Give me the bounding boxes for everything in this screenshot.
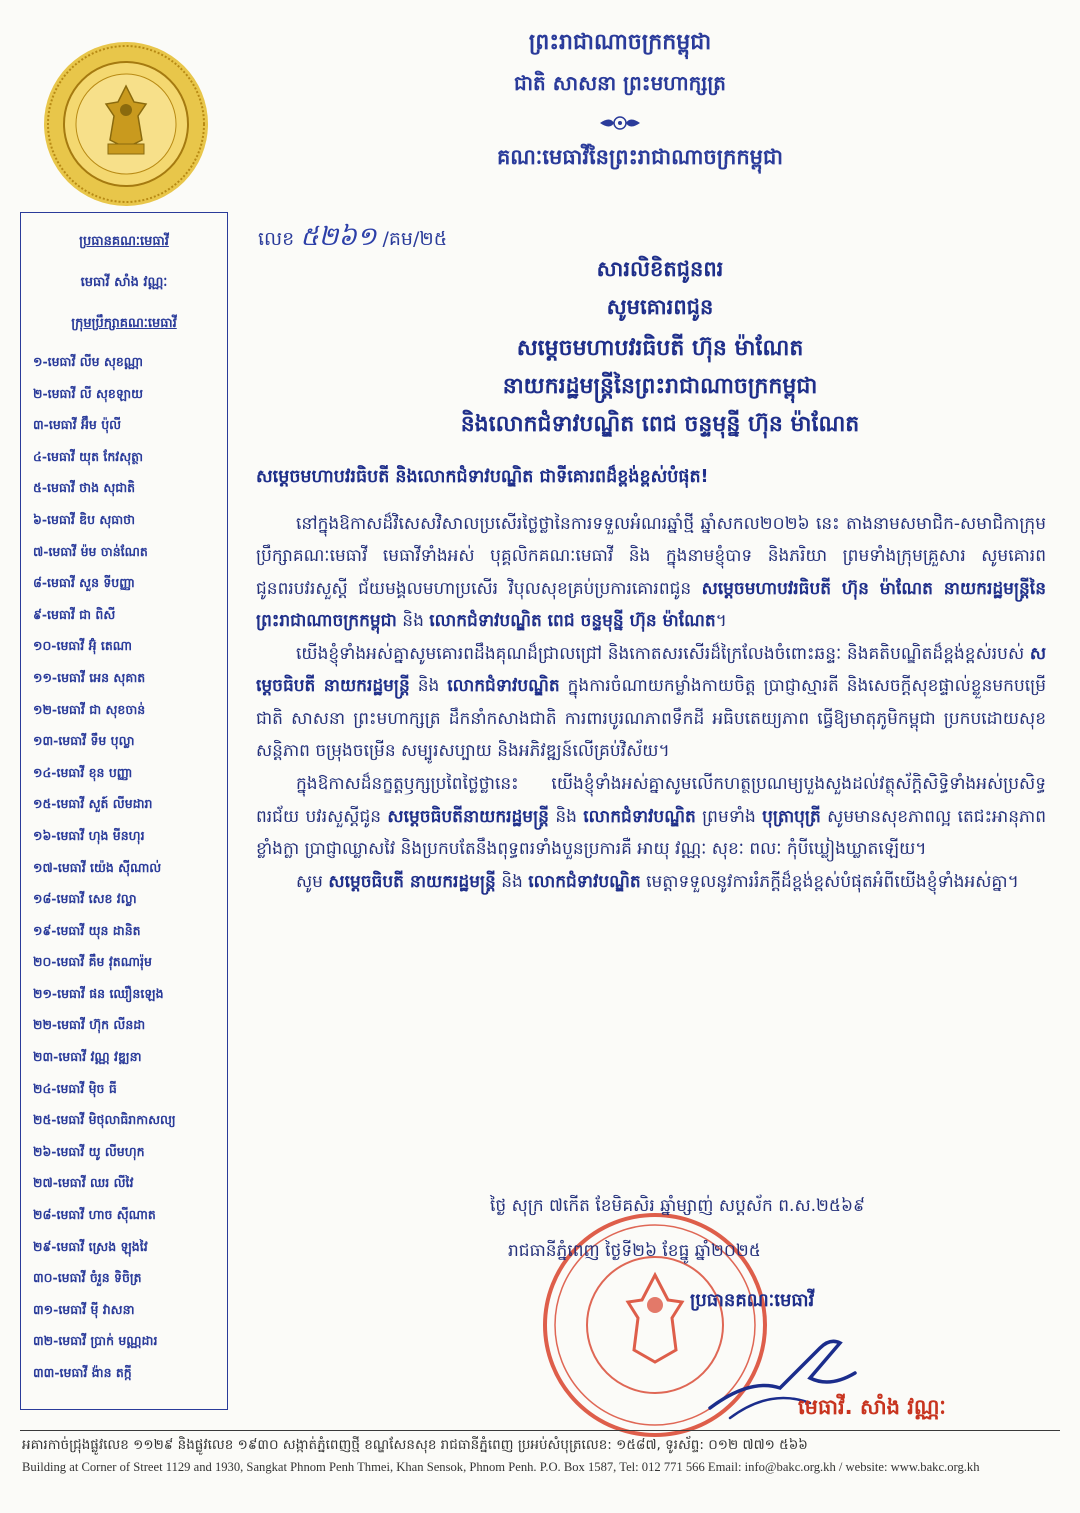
paragraph-1 [256,508,1046,637]
member-list-item: ២៤-មេធាវី ម៉ិច ធី [33,1080,117,1096]
paragraph-4 [256,866,1046,898]
p3-bold-name: សម្តេចធិបតីនាយករដ្ឋមន្ត្រី [387,806,549,827]
member-list-item: ២៥-មេធាវី មិថុលាធិរាកាសល្យ [33,1112,176,1128]
p2-bold-name: សម្តេចធិបតី នាយករដ្ឋមន្ត្រី [256,644,1046,697]
lunar-date: ថ្ងៃ សុក្រ ៧កើត ខែមិគសិរ ឆ្នាំម្សាញ់ សប្តស័ក ព.ស.២៥៦៩ [490,1196,866,1216]
bar-association-seal [42,40,210,208]
footer-divider [20,1430,1060,1431]
member-list-item: ១៧-មេធាវី យ៉េង ស៊ីណាល់ [33,859,162,875]
letter-body [256,508,1046,900]
p3-text: ក្នុងឱកាសដ៏នក្ខត្តឫក្សប្រពៃថ្លៃថ្លានេះ យើងខ្ញុំទាំងអស់គ្នាសូមលើកហត្ថប្រណម្យបួងសួងដល់វត្ថុស័ក្តិសិទ្ធិទាំងអស់ប្រសិទ្ធពរជ័យ បវរសួស្តីជូន [256,774,1046,827]
member-list-item: ៣០-មេធាវី ចំរួន ទិចិត្រ [33,1270,142,1286]
board-heading: ក្រុមប្រឹក្សាគណៈមេធាវី [71,316,177,331]
reference-number [258,220,447,258]
p4-text: សូម [296,872,329,893]
member-list-item: ៩-មេធាវី ជា ពិសី [33,606,116,622]
p2-rest: ក្នុងការចំណាយកម្លាំងកាយចិត្ត ប្រាជ្ញាស្មារតី និងសេចក្តីសុខផ្ទាល់ខ្លួនមកបម្រើជាតិ សាសនា ព្រះមហាក្សត្រ ដឹកនាំកសាងជាតិ ការពារបូរណភាពទឹកដី អធិបតេយ្យភាព ធ្វើឱ្យមាតុភូមិកម្ពុជា ប្រកបដោយសុខសន្តិភាព ចម្រុងចម្រើន សម្បូរសប្បាយ និងអភិវឌ្ឍន៍លើគ្រប់វិស័យ។ [256,676,1047,762]
p4-and: និង [495,872,529,893]
p2-text: យើងខ្ញុំទាំងអស់គ្នាសូមគោរពដឹងគុណដ៏ជ្រាលជ្រៅ និងកោតសរសើរដ៏ក្រៃលែងចំពោះឆន្ទៈ និងគតិបណ្ឌិតដ៏ខ្ពង់ខ្ពស់របស់ [296,644,1030,665]
p3-bold-children: បុត្រាបុត្រី [762,806,821,827]
p2-and: និង [409,676,448,697]
member-list-item: ១០-មេធាវី អ៊ុំ តេណា [33,638,133,654]
member-list-item: ២៣-មេធាវី វណ្ណ វឌ្ឍនា [33,1049,142,1065]
signer-title: ប្រធានគណៈមេធាវី [690,1290,815,1311]
p2-bold-spouse: លោកជំទាវបណ្ឌិត [447,676,560,697]
member-list-item: ២២-មេធាវី ហ៊ុក លីនដា [33,1017,146,1033]
member-list-item: ២-មេធាវី លី សុខឡាយ [33,385,144,401]
member-list-item: ២៩-មេធាវី ស្រេង ឡុងវៃ [33,1238,148,1254]
addressee-spouse: និងលោកជំទាវបណ្ឌិត ពេជ ចន្ទមុន្នី ហ៊ុន ម៉ាណែត [460,412,860,437]
member-list-item: ២៦-មេធាវី យូ លីមហុក [33,1143,145,1159]
member-list-item: ៤-មេធាវី យុត កែវសុត្ថា [33,448,144,464]
solar-date: រាជធានីភ្នំពេញ ថ្ងៃទី២៦ ខែធ្នូ ឆ្នាំ២០២៥ [508,1241,761,1261]
kingdom-heading: ព្រះរាជាណាចក្រកម្ពុជា [528,30,712,55]
member-list-item: ១៦-មេធាវី ហុង មីនហុរ [33,827,145,843]
member-list-item: ៣២-មេធាវី ប្រាក់ មណ្ណដារ [33,1333,158,1349]
letter-title: សារលិខិតជូនពរ [596,257,724,281]
motto-heading: ជាតិ សាសនា ព្រះមហាក្សត្រ [514,71,726,95]
footer-address-khmer: អគារកាច់ជ្រុងផ្លូវលេខ ១១២៩ និងផ្លូវលេខ ១៩៣០ សង្កាត់ភ្នំពេញថ្មី ខណ្ឌសែនសុខ រាជធានីភ្នំពេញ ប្រអប់សំបុត្រលេខ: ១៥៨៧, ទូរស័ព្ទ: ០១២ ៧៧១ ៥៦៦ [22,1437,808,1453]
p3-with: ព្រមទាំង [695,806,763,827]
ref-prefix: លេខ [258,228,295,250]
member-list-item: ១៥-មេធាវី សួត៍ លីមដារា [33,796,153,812]
member-list-item: ៥-មេធាវី ថាង សុជាតិ [33,480,136,496]
member-list [33,346,227,1389]
member-list-item: ២០-មេធាវី គឹម វុតណារ៉ុម [33,954,152,970]
member-list-item: ៣-មេធាវី អ៊ឹម ប៉ុលី [33,417,122,433]
president-name: មេធាវី សាំង វណ្ណៈ [80,275,168,290]
ref-number: ៥២៦១ [300,222,377,252]
member-list-item: ១-មេធាវី លីម សុខណ្ណា [33,354,144,369]
paragraph-2 [256,638,1046,767]
member-list-item: ៨-មេធាវី សួន ទីបញ្ញា [33,575,135,591]
p1-end: ។ [715,610,727,631]
member-list-item: ៣១-មេធាវី ម៉ី វាសនា [33,1301,135,1317]
member-list-item: ៧-មេធាវី ម៉ម ចាន់ណែត [33,543,148,559]
p1-and: និង [396,610,430,631]
addressee-name: សម្តេចមហាបវរធិបតី ហ៊ុន ម៉ាណែត [516,336,804,361]
member-list-item: ១៩-មេធាវី យុន ដានិត [33,922,141,938]
member-list-item: ១២-មេធាវី ជា សុខចាន់ [33,701,146,717]
p1-bold-spouse: លោកជំទាវបណ្ឌិត ពេជ ចន្ទមុន្នី ហ៊ុន ម៉ាណែត [429,610,716,631]
p1-text: នៅក្នុងឱកាសដ៏វិសេសវិសាលប្រសើរថ្លៃថ្លានៃការទទួលអំណរឆ្នាំថ្មី ឆ្នាំសកល២០២៦ នេះ តាងនាមសមាជិក-សមាជិកាក្រុមប្រឹក្សាគណៈមេធាវី មេធាវីទាំងអស់ បុគ្គលិកគណៈមេធាវី និង ក្នុងនាមខ្ញុំបាទ និងភរិយា ព្រមទាំងក្រុមគ្រួសារ សូមគោរពជូនពរបវរសួស្តី ជ័យមង្គលមហាប្រសើរ វិបុលសុខគ្រប់ប្រការគោរពជូន [256,514,1046,599]
member-list-item: ២៨-មេធាវី ហាច ស៊ីណាត [33,1207,156,1223]
addressee-position: នាយករដ្ឋមន្ត្រីនៃព្រះរាជាណាចក្រកម្ពុជា [502,374,818,399]
footer-address-english: Building at Corner of Street 1129 and 1930, Sangkat Phnom Penh Thmei, Khan Sensok, Phnom Penh. P.O. Box 1587, Tel: 012 771 566 Email: info@bakc.org.kh / website: www.bakc.org.kh [22,1460,980,1474]
member-list-item: ១១-មេធាវី អេន សុគាត [33,669,146,685]
council-member-sidebar [20,212,228,1410]
member-list-item: ១៨-មេធាវី សេខ វល្លា [33,891,137,907]
member-list-item: ១៣-មេធាវី ទឹម បុល្លា [33,733,135,749]
member-list-item: ២១-មេធាវី ផន ឈឿនឡេង [33,985,164,1001]
member-list-item: ៦-មេធាវី ឌិប សុធាថា [33,511,136,527]
signer-name: មេធាវី. សាំង វណ្ណៈ [798,1395,946,1419]
ornament-divider-icon [560,112,680,134]
member-list-item: ១៤-មេធាវី ខុន បញ្ញា [33,764,133,780]
salutation: សម្តេចមហាបវរធិបតី និងលោកជំទាវបណ្ឌិត ជាទីគោរពដ៏ខ្ពង់ខ្ពស់បំផុត! [256,467,709,487]
p3-and: និង [548,806,584,827]
p3-bold-spouse: លោកជំទាវបណ្ឌិត [583,806,696,827]
ref-suffix: /គម/២៥ [382,228,448,250]
p4-bold-name: សម្តេចធិបតី នាយករដ្ឋមន្ត្រី [328,872,496,893]
paragraph-3 [256,768,1046,865]
president-heading: ប្រធានគណៈមេធាវី [79,234,169,249]
member-list-item: ៣៣-មេធាវី ង៉ាន តក្កី [33,1365,132,1380]
addressee-intro: សូមគោរពជូន [606,295,714,319]
p4-bold-spouse: លោកជំទាវបណ្ឌិត [528,872,641,893]
member-list-item: ២៧-មេធាវី ឈរ លីវៃ [33,1175,134,1191]
p3-rest: សូមមានសុខភាពល្អ តេជះអានុភាព ខ្លាំងក្លា ប្រាជ្ញាឈ្លាសវៃ និងប្រកបតែនឹងពុទ្ធពរទាំងបួនប្រការគឺ អាយុ វណ្ណៈ សុខៈ ពលៈ កុំបីឃ្លៀងឃ្លាតឡើយ។ [256,806,1046,859]
p4-rest: មេត្តាទទួលនូវការរំភក្តីដ៏ខ្ពង់ខ្ពស់បំផុតអំពីយើងខ្ញុំទាំងអស់គ្នា។ [640,872,1019,893]
p1-bold-name: សម្តេចមហាបវរធិបតី ហ៊ុន ម៉ាណែត នាយករដ្ឋមន្ត្រីនៃព្រះរាជាណាចក្រកម្ពុជា [256,578,1046,631]
council-heading: គណៈមេធាវីនៃព្រះរាជាណាចក្រកម្ពុជា [496,145,784,169]
